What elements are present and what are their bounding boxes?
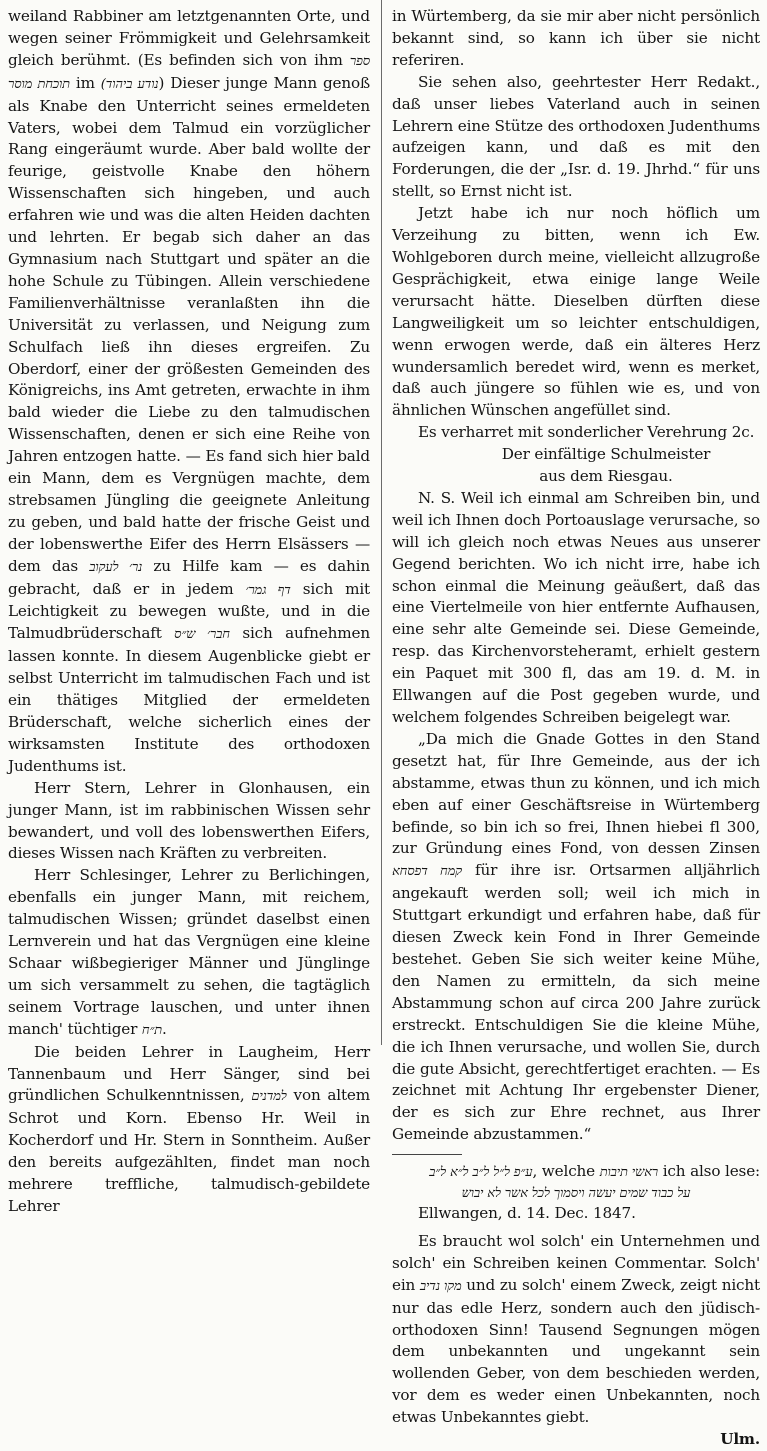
left-paragraph-3 — [8, 865, 370, 1041]
text-run: sich mit Leichtigkeit zu bewegen wußte, und in die Talmudbrüderschaft — [8, 579, 370, 643]
hebrew-term: נר׳ לעקוב — [89, 559, 143, 575]
left-column — [8, 6, 370, 1218]
text-run: und zu solch' einem Zweck, zeigt nicht nur das edle Herz, sondern auch den jüdisch-orthodoxen Sinn! Tausend Segnungen mögen dem unbekannten und ungekannt sein wollenden Geber, von dem beschieden werden, vor dem es weder einen Unbekannten, noch etwas Unbekanntes giebt. — [392, 1275, 760, 1427]
dateline: Ellwangen, d. 14. Dec. 1847. — [418, 1204, 636, 1223]
right-paragraph-1: in Würtemberg, da sie mir aber nicht persönlich bekannt sind, so kann ich über sie nicht referiren. — [392, 7, 760, 69]
left-paragraph-2: Herr Stern, Lehrer in Glonhausen, ein junger Mann, ist im rabbinischen Wissen sehr bewandert, und voll des lobenswerthen Eifers, dieses Wissen nach Kräften zu verbreiten. — [8, 778, 370, 863]
signature-line-1: Der einfältige Schulmeister — [501, 445, 711, 464]
text-run: von altem Schrot und Korn. Ebenso Hr. Weil in Kocherdorf und Hr. Stern in Sonntheim. Außer den bereits aufgezählten, findet man noch mehrere treffliche, talmudisch-gebildete Lehrer — [8, 1086, 370, 1215]
text-run: Herr Schlesinger, Lehrer zu Berlichingen, ebenfalls ein junger Mann, mit reichem, talmudischen Wissen; gründet daselbst einen Lernverein und hat das Vergnügen eine kleine Schaar wißbegieriger Männer und Jünglinge um sich versammelt zu sehen, die tagtäglich seinem Vortrage lauschen, und unter ihnen manch' tüchtiger — [8, 866, 370, 1038]
hebrew-term: חבר׳ ש״ס — [174, 627, 230, 643]
hebrew-term: ע״פ ל״ל ל״ב ל״א ל״ב — [429, 1165, 533, 1181]
right-paragraph-2: Sie sehen also, geehrtester Herr Redakt., daß unser liebes Vaterland auch in seinen Lehrern eine Stütze des orthodoxen Judenthums aufzeigen kann, und daß es mit den Forderungen, die der „Isr. d. 19. Jhrhd.“ für uns stellt, so Ernst nicht ist. — [392, 72, 760, 201]
text-run: zu Hilfe kam — es dahin gebracht, daß er in jedem — [8, 556, 371, 598]
text-run: Es braucht wol solch' ein Unternehmen und solch' ein Schreiben keinen Commentar. Solch' ein — [392, 1231, 760, 1294]
text-run: im — [75, 73, 95, 92]
hebrew-term: למדנים — [251, 1089, 287, 1105]
place-signature: Ulm. — [720, 1430, 760, 1449]
left-paragraph-1 — [8, 6, 370, 778]
text-run: welche — [541, 1162, 596, 1181]
closing-formula: Es verharret mit sonderlicher Verehrung 2c. — [418, 423, 755, 442]
text-run: . — [162, 1019, 167, 1038]
hebrew-term: ראשי תיבות — [599, 1165, 659, 1181]
quoted-letter — [392, 729, 760, 1146]
right-column — [392, 6, 760, 1451]
section-rule — [392, 1154, 462, 1155]
hebrew-term: קמח דפסחא — [392, 864, 462, 880]
commentary-paragraph — [392, 1231, 760, 1429]
hebrew-term: ת״ח — [141, 1022, 163, 1038]
hebrew-term: דף גמר׳ — [245, 582, 291, 598]
hebrew-term: ספר תוכחת מוסר — [8, 53, 370, 92]
postscript-paragraph: N. S. Weil ich einmal am Schreiben bin, und weil ich Ihnen doch Portoauslage verursache, so will ich gleich noch etwas Neues aus unserer Gegend berichten. Wo ich nicht irre, habe ich schon einmal die Meinung geäußert, daß das eine Viertelmeile von hier entfernte Aufhausen, eine sehr alte Gemeinde sei. Diese Gemeinde, resp. das Kirchenvorsteheramt, erhielt gestern ein Paquet mit 300 fl, das am 19. d. M. in Ellwangen auf die Post gegeben wurde, und welchem folgendes Schreiben beigelegt war. — [392, 488, 760, 726]
acrostic-intro-line: ע״פ ל״ל ל״ב ל״א ל״ב, welche ראשי תיבות ich also lese: — [429, 1162, 760, 1181]
hebrew-term: מקו נדיב — [419, 1278, 462, 1294]
left-paragraph-4 — [8, 1042, 370, 1218]
text-run: ) Dieser junge Mann genoß als Knabe den Unterricht seines ermeldeten Vaters, wobei dem Talmud ein vorzüglicher Rang eingeräumt wurde. Aber bald wollte der feurige, geistvolle Knabe den höhern Wissenschaften sich hingeben, und auch erfahren wie und was die alten Heiden dachten und lehrten. Er begab sich daher an das Gymnasium nach Stuttgart und später an die hohe Schule zu Tübingen. Allein verschiedene Familienverhältnisse veranlaßten ihn die Universität zu verlassen, und Neigung zum Schulfach ließ ihn dieses ergreifen. Zu Oberdorf, einer der größesten Gemeinden des Königreichs, ins Amt getreten, erwachte in ihm bald wieder die Liebe zu den talmudischen Wissenschaften, denen er sich eine Reihe von Jahren entzogen hatte. — Es fand sich hier bald ein Mann, dem es Vergnügen machte, dem strebsamen Jüngling die geeignete Anleitung zu geben, und bald hatte der frische Geist und der lobenswerthe Eifer des Herrn Elsässers — dem das — [8, 73, 370, 575]
right-paragraph-3: Jetzt habe ich nur noch höflich um Verzeihung zu bitten, wenn ich Ew. Wohlgeboren durch meine, vielleicht allzugroße Gesprächigkeit, etwa einige lange Weile verursacht hätte. Dieselben dürften diese Langweiligkeit um so leichter entschuldigen, wenn erwogen werde, daß ein älteres Herz wundersamlich beredet wird, wenn es merket, daß auch jüngere so fühlen wie es, und von ähnlichen Wünschen angefüllet sind. — [392, 204, 760, 420]
signature-line-2: aus dem Riesgau. — [539, 467, 673, 486]
text-run: „Da mich die Gnade Gottes in den Stand gesetzt hat, für Ihre Gemeinde, aus der ich abstamme, etwas thun zu können, und ich mich eben auf einer Geschäftsreise in Würtemberg befinde, so bin ich so frei, Ihnen hiebei fl 300, zur Gründung eines Fond, von dessen Zinsen — [392, 729, 760, 858]
text-run: Die beiden Lehrer in Laugheim, Herr Tannenbaum und Herr Sänger, sind bei gründlichen Schulkenntnissen, — [8, 1042, 370, 1105]
text-run: weiland Rabbiner am letztgenannten Orte, und wegen seiner Frömmigkeit und Gelehrsamkeit gleich berühmt. (Es befinden sich von ihm — [8, 7, 370, 69]
column-divider — [381, 0, 382, 1045]
text-run: sich aufnehmen lassen konnte. In diesem Augenblicke giebt er selbst Unterricht im talmudischen Fach und ist ein thätiges Mitglied der ermeldeten Brüderschaft, welche sicherlich eines der wirksamsten Institute des orthodoxen Judenthums ist. — [8, 624, 370, 775]
text-run: ich also lese: — [662, 1162, 760, 1181]
text-run: für ihre isr. Ortsarmen alljährlich angekauft werden soll; weil ich mich in Stuttgart erkundigt und erfahren habe, daß für diesen Zweck kein Fond in Ihrer Gemeinde bestehet. Geben Sie sich weiter keine Mühe, den Namen zu ermitteln, da sich meine Abstammung schon auf circa 200 Jahre zurück erstreckt. Entschuldigen Sie die kleine Mühe, die ich Ihnen verursache, und wollen Sie, durch die gute Absicht, gerechtfertiget erachten. — Es zeichnet mit Achtung Ihr ergebenster Diener, der es sich zur Ehre rechnet, aus Ihrer Gemeinde abzustammen.“ — [392, 861, 760, 1144]
acrostic-hebrew-line: על כבוד שמים יעשה ויסמוך לכל אשר לא יבוש — [461, 1186, 691, 1202]
hebrew-term: (נודע ביהוד — [100, 76, 159, 92]
